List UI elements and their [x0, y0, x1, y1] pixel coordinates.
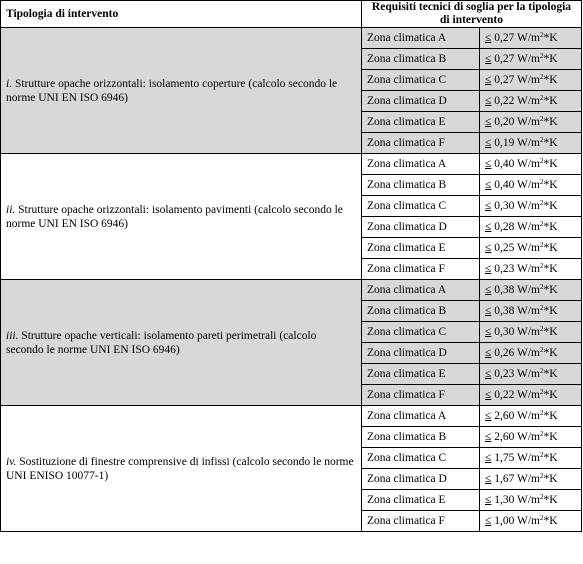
unit-exponent: 2 — [539, 388, 544, 396]
intervention-numeral: ii. — [6, 203, 16, 216]
leq-symbol: ≤ — [485, 74, 492, 86]
unit-prefix: W/m — [516, 389, 540, 401]
unit-exponent: 2 — [539, 409, 544, 417]
climate-zone: Zona climatica B — [362, 301, 480, 322]
unit-exponent: 2 — [539, 283, 544, 291]
leq-symbol: ≤ — [485, 200, 492, 212]
unit-prefix: W/m — [516, 326, 540, 338]
threshold-value: 0,20 — [494, 116, 515, 128]
leq-symbol: ≤ — [485, 326, 492, 338]
table-body — [1, 28, 582, 532]
threshold-value: 0,38 — [494, 305, 515, 317]
unit-prefix: W/m — [516, 494, 540, 506]
unit-suffix: *K — [543, 368, 558, 380]
unit-exponent: 2 — [539, 430, 544, 438]
climate-zone: Zona climatica A — [362, 28, 480, 49]
transmittance-threshold — [480, 217, 582, 238]
unit-suffix: *K — [543, 494, 558, 506]
unit-suffix: *K — [543, 74, 558, 86]
climate-zone: Zona climatica C — [362, 322, 480, 343]
unit-suffix: *K — [543, 473, 558, 485]
threshold-value: 0,26 — [494, 347, 515, 359]
unit-suffix: *K — [543, 347, 558, 359]
threshold-value: 0,27 — [494, 74, 515, 86]
unit-exponent: 2 — [539, 73, 544, 81]
climate-zone: Zona climatica D — [362, 343, 480, 364]
unit-prefix: W/m — [516, 158, 540, 170]
unit-suffix: *K — [543, 32, 558, 44]
climate-zone: Zona climatica C — [362, 196, 480, 217]
unit-exponent: 2 — [539, 241, 544, 249]
leq-symbol: ≤ — [485, 137, 492, 149]
intervention-text: Sostituzione di finestre comprensive di infissi (calcolo secondo le norme UNI ENISO 10077-1) — [6, 455, 354, 482]
unit-prefix: W/m — [516, 368, 540, 380]
transmittance-threshold — [480, 133, 582, 154]
intervention-description — [1, 154, 362, 280]
climate-zone: Zona climatica B — [362, 427, 480, 448]
leq-symbol: ≤ — [485, 452, 492, 464]
unit-prefix: W/m — [516, 74, 540, 86]
unit-exponent: 2 — [539, 346, 544, 354]
intervention-description — [1, 280, 362, 406]
unit-prefix: W/m — [516, 116, 540, 128]
transmittance-threshold — [480, 238, 582, 259]
climate-zone: Zona climatica D — [362, 91, 480, 112]
transmittance-threshold — [480, 196, 582, 217]
leq-symbol: ≤ — [485, 473, 492, 485]
unit-prefix: W/m — [516, 284, 540, 296]
intervention-numeral: iii. — [6, 329, 19, 342]
transmittance-threshold — [480, 406, 582, 427]
unit-suffix: *K — [543, 53, 558, 65]
transmittance-threshold — [480, 448, 582, 469]
transmittance-threshold — [480, 301, 582, 322]
header-requisiti: Requisiti tecnici di soglia per la tipologia di intervento — [362, 1, 582, 28]
transmittance-threshold — [480, 49, 582, 70]
threshold-value: 0,23 — [494, 263, 515, 275]
unit-exponent: 2 — [539, 304, 544, 312]
unit-suffix: *K — [543, 452, 558, 464]
climate-zone: Zona climatica E — [362, 490, 480, 511]
unit-suffix: *K — [543, 284, 558, 296]
unit-suffix: *K — [543, 263, 558, 275]
climate-zone: Zona climatica F — [362, 133, 480, 154]
threshold-value: 0,22 — [494, 389, 515, 401]
intervention-description — [1, 28, 362, 154]
threshold-value: 2,60 — [494, 431, 515, 443]
climate-zone: Zona climatica A — [362, 406, 480, 427]
transmittance-threshold — [480, 70, 582, 91]
unit-suffix: *K — [543, 431, 558, 443]
leq-symbol: ≤ — [485, 389, 492, 401]
unit-suffix: *K — [543, 137, 558, 149]
unit-suffix: *K — [543, 221, 558, 233]
unit-suffix: *K — [543, 116, 558, 128]
leq-symbol: ≤ — [485, 53, 492, 65]
leq-symbol: ≤ — [485, 347, 492, 359]
unit-exponent: 2 — [539, 94, 544, 102]
leq-symbol: ≤ — [485, 116, 492, 128]
unit-prefix: W/m — [516, 179, 540, 191]
transmittance-threshold — [480, 259, 582, 280]
unit-exponent: 2 — [539, 178, 544, 186]
unit-suffix: *K — [543, 410, 558, 422]
threshold-value: 0,40 — [494, 179, 515, 191]
transmittance-threshold — [480, 175, 582, 196]
unit-prefix: W/m — [516, 452, 540, 464]
threshold-value: 0,40 — [494, 158, 515, 170]
unit-exponent: 2 — [539, 514, 544, 522]
transmittance-threshold — [480, 322, 582, 343]
leq-symbol: ≤ — [485, 515, 492, 527]
unit-exponent: 2 — [539, 451, 544, 459]
transmittance-threshold — [480, 343, 582, 364]
intervention-text: Strutture opache orizzontali: isolamento coperture (calcolo secondo le norme UNI EN ISO 6946) — [6, 77, 338, 104]
transmittance-threshold — [480, 469, 582, 490]
unit-prefix: W/m — [516, 137, 540, 149]
unit-prefix: W/m — [516, 431, 540, 443]
unit-prefix: W/m — [516, 221, 540, 233]
leq-symbol: ≤ — [485, 32, 492, 44]
transmittance-threshold — [480, 154, 582, 175]
intervention-numeral: i. — [6, 77, 13, 90]
climate-zone: Zona climatica F — [362, 259, 480, 280]
threshold-value: 0,25 — [494, 242, 515, 254]
climate-zone: Zona climatica B — [362, 175, 480, 196]
threshold-value: 0,30 — [494, 326, 515, 338]
unit-exponent: 2 — [539, 52, 544, 60]
unit-prefix: W/m — [516, 473, 540, 485]
unit-prefix: W/m — [516, 200, 540, 212]
climate-zone: Zona climatica C — [362, 448, 480, 469]
table-row — [1, 406, 582, 427]
transmittance-threshold — [480, 427, 582, 448]
climate-zone: Zona climatica E — [362, 238, 480, 259]
leq-symbol: ≤ — [485, 305, 492, 317]
leq-symbol: ≤ — [485, 431, 492, 443]
leq-symbol: ≤ — [485, 410, 492, 422]
header-row — [1, 1, 582, 28]
transmittance-threshold — [480, 385, 582, 406]
transmittance-threshold — [480, 280, 582, 301]
unit-exponent: 2 — [539, 136, 544, 144]
intervention-text: Strutture opache orizzontali: isolamento pavimenti (calcolo secondo le norme UNI EN ISO 6946) — [6, 203, 343, 230]
unit-suffix: *K — [543, 326, 558, 338]
transmittance-threshold — [480, 511, 582, 532]
unit-prefix: W/m — [516, 347, 540, 359]
table-row — [1, 280, 582, 301]
unit-suffix: *K — [543, 242, 558, 254]
unit-exponent: 2 — [539, 220, 544, 228]
intervention-numeral: iv. — [6, 455, 17, 468]
unit-exponent: 2 — [539, 493, 544, 501]
unit-exponent: 2 — [539, 115, 544, 123]
unit-suffix: *K — [543, 305, 558, 317]
unit-exponent: 2 — [539, 157, 544, 165]
climate-zone: Zona climatica F — [362, 511, 480, 532]
transmittance-threshold — [480, 28, 582, 49]
threshold-value: 1,00 — [494, 515, 515, 527]
leq-symbol: ≤ — [485, 284, 492, 296]
unit-suffix: *K — [543, 158, 558, 170]
climate-zone: Zona climatica D — [362, 217, 480, 238]
climate-zone: Zona climatica E — [362, 112, 480, 133]
threshold-value: 0,23 — [494, 368, 515, 380]
threshold-value: 0,19 — [494, 137, 515, 149]
unit-exponent: 2 — [539, 31, 544, 39]
transmittance-threshold — [480, 364, 582, 385]
header-tipologia: Tipologia di intervento — [1, 1, 362, 28]
threshold-value: 0,38 — [494, 284, 515, 296]
unit-exponent: 2 — [539, 262, 544, 270]
unit-prefix: W/m — [516, 263, 540, 275]
unit-suffix: *K — [543, 389, 558, 401]
transmittance-threshold — [480, 112, 582, 133]
climate-zone: Zona climatica B — [362, 49, 480, 70]
leq-symbol: ≤ — [485, 95, 492, 107]
unit-exponent: 2 — [539, 367, 544, 375]
climate-zone: Zona climatica A — [362, 154, 480, 175]
unit-prefix: W/m — [516, 95, 540, 107]
transmittance-threshold — [480, 490, 582, 511]
leq-symbol: ≤ — [485, 221, 492, 233]
unit-prefix: W/m — [516, 410, 540, 422]
threshold-value: 0,28 — [494, 221, 515, 233]
leq-symbol: ≤ — [485, 242, 492, 254]
unit-suffix: *K — [543, 179, 558, 191]
threshold-value: 0,22 — [494, 95, 515, 107]
intervention-text: Strutture opache verticali: isolamento pareti perimetrali (calcolo secondo le norme UNI EN ISO 6946) — [6, 329, 317, 356]
climate-zone: Zona climatica A — [362, 280, 480, 301]
intervention-description — [1, 406, 362, 532]
unit-suffix: *K — [543, 515, 558, 527]
leq-symbol: ≤ — [485, 158, 492, 170]
threshold-value: 1,30 — [494, 494, 515, 506]
unit-prefix: W/m — [516, 305, 540, 317]
unit-exponent: 2 — [539, 199, 544, 207]
unit-exponent: 2 — [539, 325, 544, 333]
climate-zone: Zona climatica F — [362, 385, 480, 406]
leq-symbol: ≤ — [485, 263, 492, 275]
unit-suffix: *K — [543, 200, 558, 212]
leq-symbol: ≤ — [485, 368, 492, 380]
unit-prefix: W/m — [516, 32, 540, 44]
leq-symbol: ≤ — [485, 494, 492, 506]
unit-prefix: W/m — [516, 53, 540, 65]
leq-symbol: ≤ — [485, 179, 492, 191]
climate-zone: Zona climatica C — [362, 70, 480, 91]
threshold-value: 0,27 — [494, 53, 515, 65]
unit-suffix: *K — [543, 95, 558, 107]
unit-exponent: 2 — [539, 472, 544, 480]
unit-prefix: W/m — [516, 242, 540, 254]
threshold-value: 1,75 — [494, 452, 515, 464]
transmittance-threshold — [480, 91, 582, 112]
table-row — [1, 28, 582, 49]
threshold-value: 0,27 — [494, 32, 515, 44]
climate-zone: Zona climatica D — [362, 469, 480, 490]
threshold-value: 0,30 — [494, 200, 515, 212]
climate-zone: Zona climatica E — [362, 364, 480, 385]
table-row — [1, 154, 582, 175]
unit-prefix: W/m — [516, 515, 540, 527]
threshold-value: 2,60 — [494, 410, 515, 422]
threshold-value: 1,67 — [494, 473, 515, 485]
